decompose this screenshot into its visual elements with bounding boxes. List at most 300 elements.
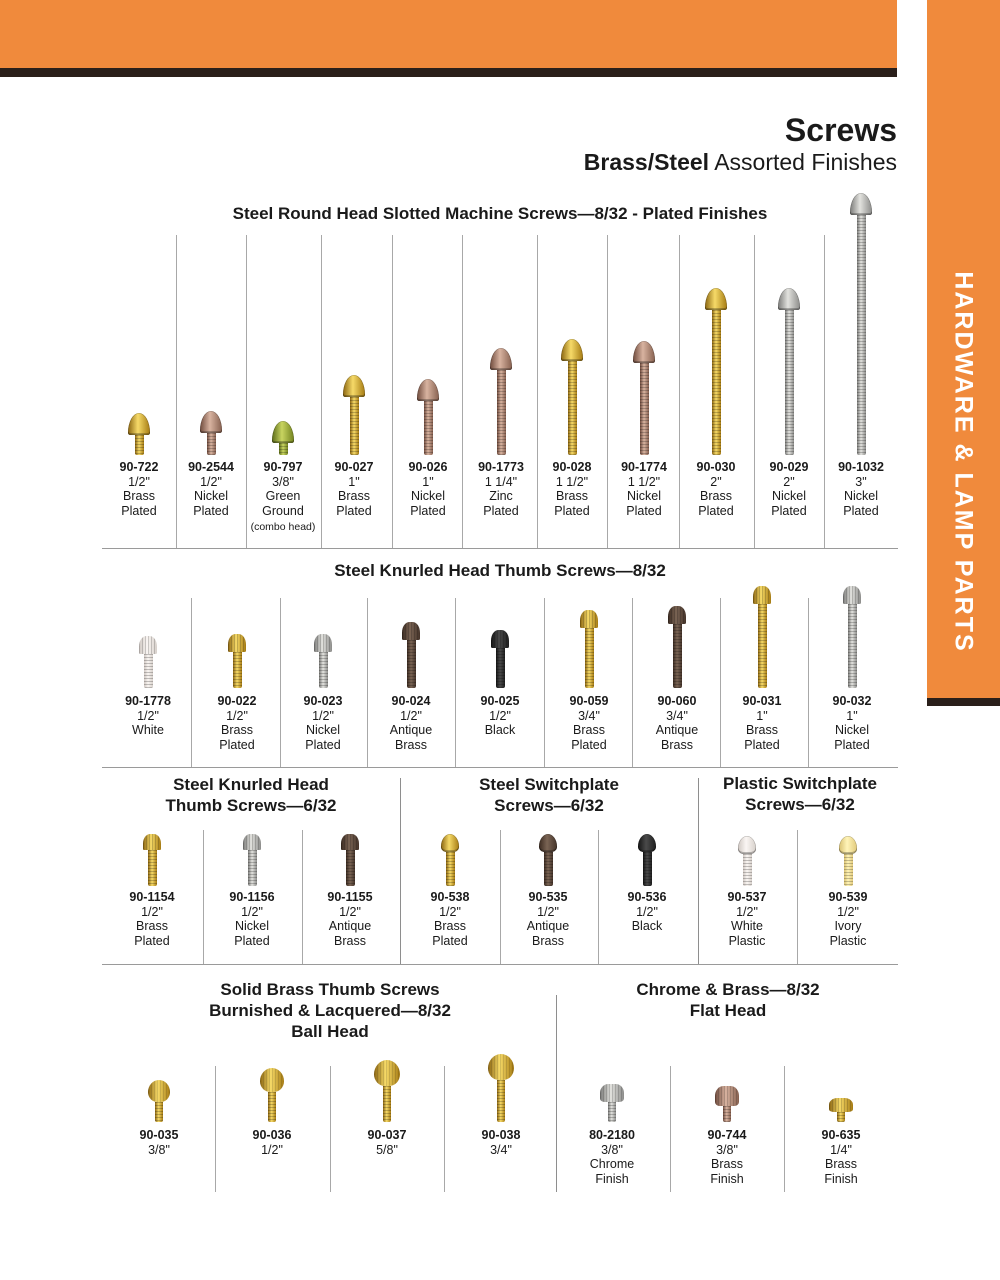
screw-shank — [248, 850, 257, 886]
product-code: 90-038 — [481, 1128, 521, 1142]
product-size: 3/4" — [490, 1142, 512, 1157]
screw-head — [829, 1098, 853, 1112]
column-divider — [246, 235, 247, 548]
product-label — [212, 890, 292, 948]
product-code: 90-032 — [832, 694, 872, 708]
title-line: Thumb Screws—6/32 — [165, 796, 337, 815]
screw-image — [598, 1084, 626, 1122]
screw-head — [580, 610, 598, 628]
product-code: 80-2180 — [589, 1128, 635, 1142]
product-finish: Finish — [595, 1171, 629, 1186]
screw-head — [850, 193, 872, 215]
screw-shank — [743, 854, 752, 886]
column-divider — [679, 235, 680, 548]
column-divider — [500, 830, 501, 964]
product-finish: Ground — [262, 503, 304, 518]
product-size: 1/2" — [200, 474, 222, 489]
product-label — [243, 460, 323, 535]
screw-head — [491, 630, 509, 648]
product-code: 90-744 — [707, 1128, 747, 1142]
screw-head — [343, 375, 365, 397]
title-line: Chrome & Brass—8/32 — [636, 980, 820, 999]
screw-shank — [608, 1102, 616, 1122]
product-finish: Finish — [824, 1171, 858, 1186]
product-size: 3/4" — [578, 708, 600, 723]
product-finish: Nickel — [834, 723, 870, 738]
product-finish: Black — [631, 919, 663, 934]
screw-image — [578, 610, 600, 688]
column-divider — [462, 235, 463, 548]
section-divider — [102, 548, 898, 549]
screw-image — [198, 411, 224, 455]
product-label — [388, 460, 468, 518]
section-title-chrome-brass — [556, 979, 900, 1021]
screw-shank — [585, 628, 594, 688]
screw-shank — [568, 361, 577, 455]
top-banner — [0, 0, 897, 68]
title-line: Solid Brass Thumb Screws — [220, 980, 440, 999]
product-finish: Brass — [825, 1157, 857, 1172]
product-code: 90-030 — [696, 460, 736, 474]
column-divider — [720, 598, 721, 767]
screw-image — [631, 341, 657, 455]
product-size: 1/2" — [339, 904, 361, 919]
side-tab-label: HARDWARE & LAMP PARTS — [949, 271, 978, 653]
screw-head — [260, 1068, 284, 1092]
section-divider — [102, 964, 898, 965]
screw-image — [226, 634, 248, 688]
product-finish: Plated — [193, 503, 229, 518]
product-label — [808, 890, 888, 948]
product-label — [410, 890, 490, 948]
product-label — [687, 1128, 767, 1186]
product-finish: Brass — [136, 919, 168, 934]
section-divider — [102, 767, 898, 768]
product-code: 90-1156 — [229, 890, 275, 904]
screw-image — [400, 622, 422, 688]
screw-image — [241, 834, 263, 886]
title-line: Ball Head — [291, 1022, 369, 1041]
column-divider — [330, 1066, 331, 1192]
section-title-switchplate-steel — [400, 774, 698, 816]
product-finish: Nickel — [626, 489, 662, 504]
screw-shank — [643, 852, 652, 886]
screw-head — [402, 622, 420, 640]
product-label — [607, 890, 687, 934]
screw-shank — [848, 604, 857, 688]
product-code: 90-797 — [263, 460, 303, 474]
screw-shank — [233, 652, 242, 688]
product-label — [821, 460, 901, 518]
product-finish: Plated — [843, 503, 879, 518]
product-finish: Brass — [221, 723, 253, 738]
page-title: Screws — [784, 112, 897, 148]
product-label — [707, 890, 787, 948]
product-label — [812, 694, 892, 752]
title-line: Screws—6/32 — [745, 795, 855, 814]
product-finish: White — [731, 919, 763, 934]
screw-shank — [155, 1102, 163, 1122]
product-size: 1/2" — [837, 904, 859, 919]
screw-image — [636, 834, 658, 886]
product-label — [549, 694, 629, 752]
screw-shank — [346, 850, 355, 886]
screw-shank — [857, 215, 866, 455]
screw-head — [705, 288, 727, 310]
product-code: 90-1155 — [327, 890, 373, 904]
screw-head — [753, 586, 771, 604]
screw-shank — [673, 624, 682, 688]
title-line: Plastic Switchplate — [723, 774, 877, 793]
screw-shank — [279, 443, 288, 455]
product-finish: Plated — [483, 503, 519, 518]
product-size: 3/8" — [148, 1142, 170, 1157]
screw-shank — [497, 1080, 505, 1122]
screw-head — [374, 1060, 400, 1086]
product-finish: Nickel — [193, 489, 229, 504]
screw-image — [137, 636, 159, 688]
title-line: Steel Knurled Head — [173, 775, 329, 794]
product-size: 1/2" — [137, 708, 159, 723]
product-code: 90-023 — [303, 694, 343, 708]
screw-head — [638, 834, 656, 852]
product-code: 90-2544 — [188, 460, 234, 474]
product-size: 1/2" — [312, 708, 334, 723]
screw-head — [600, 1084, 624, 1102]
product-code: 90-538 — [430, 890, 470, 904]
section-title-solid-brass — [102, 979, 558, 1042]
screw-head — [314, 634, 332, 652]
product-size: 1/2" — [261, 1142, 283, 1157]
product-finish: Black — [484, 723, 516, 738]
product-finish: Plated — [336, 503, 372, 518]
product-code: 90-535 — [528, 890, 568, 904]
product-size: 1/2" — [489, 708, 511, 723]
product-code: 90-036 — [252, 1128, 292, 1142]
screw-head — [843, 586, 861, 604]
screw-shank — [424, 401, 433, 455]
product-code: 90-025 — [480, 694, 520, 708]
product-label — [112, 890, 192, 948]
column-divider — [808, 598, 809, 767]
product-finish: Brass — [746, 723, 778, 738]
product-code: 90-635 — [821, 1128, 861, 1142]
column-divider — [203, 830, 204, 964]
product-finish: Nickel — [410, 489, 446, 504]
screw-image — [312, 634, 334, 688]
product-code: 90-059 — [569, 694, 609, 708]
product-finish: White — [132, 723, 164, 738]
screw-image — [848, 193, 874, 455]
product-size: 1" — [756, 708, 768, 723]
product-code: 90-029 — [769, 460, 809, 474]
column-divider — [367, 598, 368, 767]
product-finish: Brass — [334, 933, 366, 948]
screw-head — [778, 288, 800, 310]
product-size: 1/4" — [830, 1142, 852, 1157]
product-label — [749, 460, 829, 518]
product-finish: Antique — [328, 919, 372, 934]
screw-shank — [640, 363, 649, 455]
screw-image — [486, 1054, 516, 1122]
column-divider — [824, 235, 825, 548]
column-divider — [544, 598, 545, 767]
product-label — [310, 890, 390, 948]
screw-shank — [148, 850, 157, 886]
screw-image — [736, 836, 758, 886]
product-finish: Plated — [219, 737, 255, 752]
product-finish: Chrome — [589, 1157, 635, 1172]
section-column-divider — [556, 995, 557, 1192]
product-size: 1/2" — [537, 904, 559, 919]
product-code: 90-536 — [627, 890, 667, 904]
screw-shank — [268, 1092, 276, 1122]
column-divider — [784, 1066, 785, 1192]
product-code: 90-024 — [391, 694, 431, 708]
title-line: Burnished & Lacquered—8/32 — [209, 1001, 451, 1020]
section-column-divider — [400, 778, 401, 964]
section-title-knurled-832: Steel Knurled Head Thumb Screws—8/32 — [334, 561, 666, 580]
screw-image — [372, 1060, 402, 1122]
product-size: 1/2" — [128, 474, 150, 489]
product-label — [108, 694, 188, 738]
product-label — [572, 1128, 652, 1186]
product-code: 90-1154 — [129, 890, 175, 904]
product-finish: Nickel — [305, 723, 341, 738]
product-label — [637, 694, 717, 752]
product-finish: Brass — [123, 489, 155, 504]
screw-image — [141, 834, 163, 886]
screw-head — [148, 1080, 170, 1102]
page-subtitle — [584, 149, 897, 176]
top-banner-rule — [0, 68, 897, 77]
screw-image — [537, 834, 559, 886]
column-divider — [215, 1066, 216, 1192]
screw-image — [126, 413, 152, 455]
product-size: 3/4" — [666, 708, 688, 723]
product-size: 5/8" — [376, 1142, 398, 1157]
column-divider — [280, 598, 281, 767]
product-code: 90-1773 — [478, 460, 524, 474]
product-code: 90-1778 — [125, 694, 171, 708]
product-finish: Brass — [700, 489, 732, 504]
product-finish: Plated — [698, 503, 734, 518]
screw-head — [633, 341, 655, 363]
screw-head — [272, 421, 294, 443]
product-size: 1/2" — [636, 904, 658, 919]
screw-shank — [497, 370, 506, 455]
product-size: 1/2" — [439, 904, 461, 919]
product-label — [119, 1128, 199, 1157]
screw-image — [713, 1086, 741, 1122]
screw-image — [270, 421, 296, 455]
screw-image — [488, 348, 514, 455]
product-finish: Brass — [338, 489, 370, 504]
subtitle-rest: Assorted Finishes — [709, 149, 897, 175]
product-code: 90-037 — [367, 1128, 407, 1142]
product-finish: Nickel — [843, 489, 879, 504]
column-divider — [537, 235, 538, 548]
product-finish: Brass — [556, 489, 588, 504]
product-finish: Plated — [626, 503, 662, 518]
screw-image — [776, 288, 802, 455]
screw-shank — [758, 604, 767, 688]
section-title-round-head: Steel Round Head Slotted Machine Screws—8/32 - Plated Finishes — [232, 204, 768, 223]
product-finish: Antique — [655, 723, 699, 738]
screw-head — [668, 606, 686, 624]
product-label — [371, 694, 451, 752]
screw-head — [488, 1054, 514, 1080]
product-code: 90-028 — [552, 460, 592, 474]
screw-image — [489, 630, 511, 688]
product-size: 1 1/2" — [627, 474, 661, 489]
screw-image — [837, 836, 859, 886]
title-line: Steel Switchplate — [479, 775, 619, 794]
product-label — [461, 460, 541, 518]
product-label — [347, 1128, 427, 1157]
column-divider — [392, 235, 393, 548]
subtitle-bold: Brass/Steel — [583, 149, 710, 175]
product-finish: Antique — [389, 723, 433, 738]
product-size: 1" — [422, 474, 434, 489]
product-code: 90-060 — [657, 694, 697, 708]
screw-image — [439, 834, 461, 886]
column-divider — [176, 235, 177, 548]
screw-image — [258, 1068, 286, 1122]
screw-shank — [207, 433, 216, 455]
product-size: 2" — [710, 474, 722, 489]
product-label — [604, 460, 684, 518]
product-finish: Plated — [771, 503, 807, 518]
product-label — [171, 460, 251, 518]
screw-head — [839, 836, 857, 854]
screw-image — [341, 375, 367, 455]
column-divider — [598, 830, 599, 964]
product-label — [283, 694, 363, 752]
product-finish: Nickel — [234, 919, 270, 934]
screw-shank — [785, 310, 794, 455]
product-label — [461, 1128, 541, 1157]
screw-shank — [723, 1106, 731, 1122]
product-size: 3/8" — [601, 1142, 623, 1157]
column-divider — [191, 598, 192, 767]
product-finish: Brass — [395, 737, 427, 752]
product-finish: Plated — [432, 933, 468, 948]
side-tab-rule — [927, 698, 1000, 706]
column-divider — [797, 830, 798, 964]
product-finish: Plated — [134, 933, 170, 948]
product-size: 1/2" — [141, 904, 163, 919]
title-line: Flat Head — [689, 1001, 767, 1020]
screw-shank — [837, 1112, 845, 1122]
column-divider — [754, 235, 755, 548]
product-finish: Plated — [834, 737, 870, 752]
screw-shank — [712, 310, 721, 455]
product-code: 90-031 — [742, 694, 782, 708]
screw-shank — [144, 654, 153, 688]
column-divider — [632, 598, 633, 767]
product-finish: Brass — [434, 919, 466, 934]
product-label — [197, 694, 277, 752]
screw-shank — [383, 1086, 391, 1122]
screw-image — [146, 1080, 172, 1122]
screw-image — [751, 586, 773, 688]
screw-head — [143, 834, 161, 850]
section-column-divider — [698, 778, 699, 964]
product-finish: Plated — [410, 503, 446, 518]
section-title-knurled-632 — [102, 774, 400, 816]
product-size: 1" — [846, 708, 858, 723]
screw-head — [341, 834, 359, 850]
product-finish: Plated — [744, 737, 780, 752]
column-divider — [607, 235, 608, 548]
screw-shank — [844, 854, 853, 886]
product-finish: Antique — [526, 919, 570, 934]
product-size: 1/2" — [226, 708, 248, 723]
product-label — [314, 460, 394, 518]
product-finish: Plastic — [728, 933, 766, 948]
screw-head — [139, 636, 157, 654]
screw-head — [539, 834, 557, 852]
product-finish: Finish — [710, 1171, 744, 1186]
product-code: 90-027 — [334, 460, 374, 474]
screw-head — [561, 339, 583, 361]
product-label — [722, 694, 802, 752]
product-size: 1 1/4" — [484, 474, 518, 489]
screw-head — [490, 348, 512, 370]
screw-image — [415, 379, 441, 455]
screw-image — [666, 606, 688, 688]
screw-head — [128, 413, 150, 435]
screw-head — [200, 411, 222, 433]
product-code: 90-035 — [139, 1128, 179, 1142]
screw-head — [715, 1086, 739, 1106]
product-size: 3/8" — [716, 1142, 738, 1157]
product-label — [460, 694, 540, 738]
product-finish: Nickel — [771, 489, 807, 504]
product-size: 1/2" — [400, 708, 422, 723]
product-finish: Ivory — [834, 919, 862, 934]
screw-image — [559, 339, 585, 455]
screw-shank — [319, 652, 328, 688]
product-finish: Plated — [234, 933, 270, 948]
product-label — [508, 890, 588, 948]
screw-shank — [496, 648, 505, 688]
product-label — [676, 460, 756, 518]
product-finish: Brass — [573, 723, 605, 738]
product-code: 90-1774 — [621, 460, 667, 474]
product-size: 1" — [348, 474, 360, 489]
product-label — [532, 460, 612, 518]
product-size: 1/2" — [736, 904, 758, 919]
screw-head — [441, 834, 459, 852]
product-code: 90-026 — [408, 460, 448, 474]
product-code: 90-539 — [828, 890, 868, 904]
column-divider — [302, 830, 303, 964]
product-note: (combo head) — [250, 521, 316, 534]
screw-head — [228, 634, 246, 652]
screw-shank — [135, 435, 144, 455]
section-title-switchplate-plastic — [698, 773, 902, 815]
screw-image — [339, 834, 361, 886]
screw-head — [738, 836, 756, 854]
product-label — [99, 460, 179, 518]
product-finish: Plated — [121, 503, 157, 518]
product-size: 1 1/2" — [555, 474, 589, 489]
product-finish: Brass — [711, 1157, 743, 1172]
product-size: 2" — [783, 474, 795, 489]
product-finish: Plated — [571, 737, 607, 752]
